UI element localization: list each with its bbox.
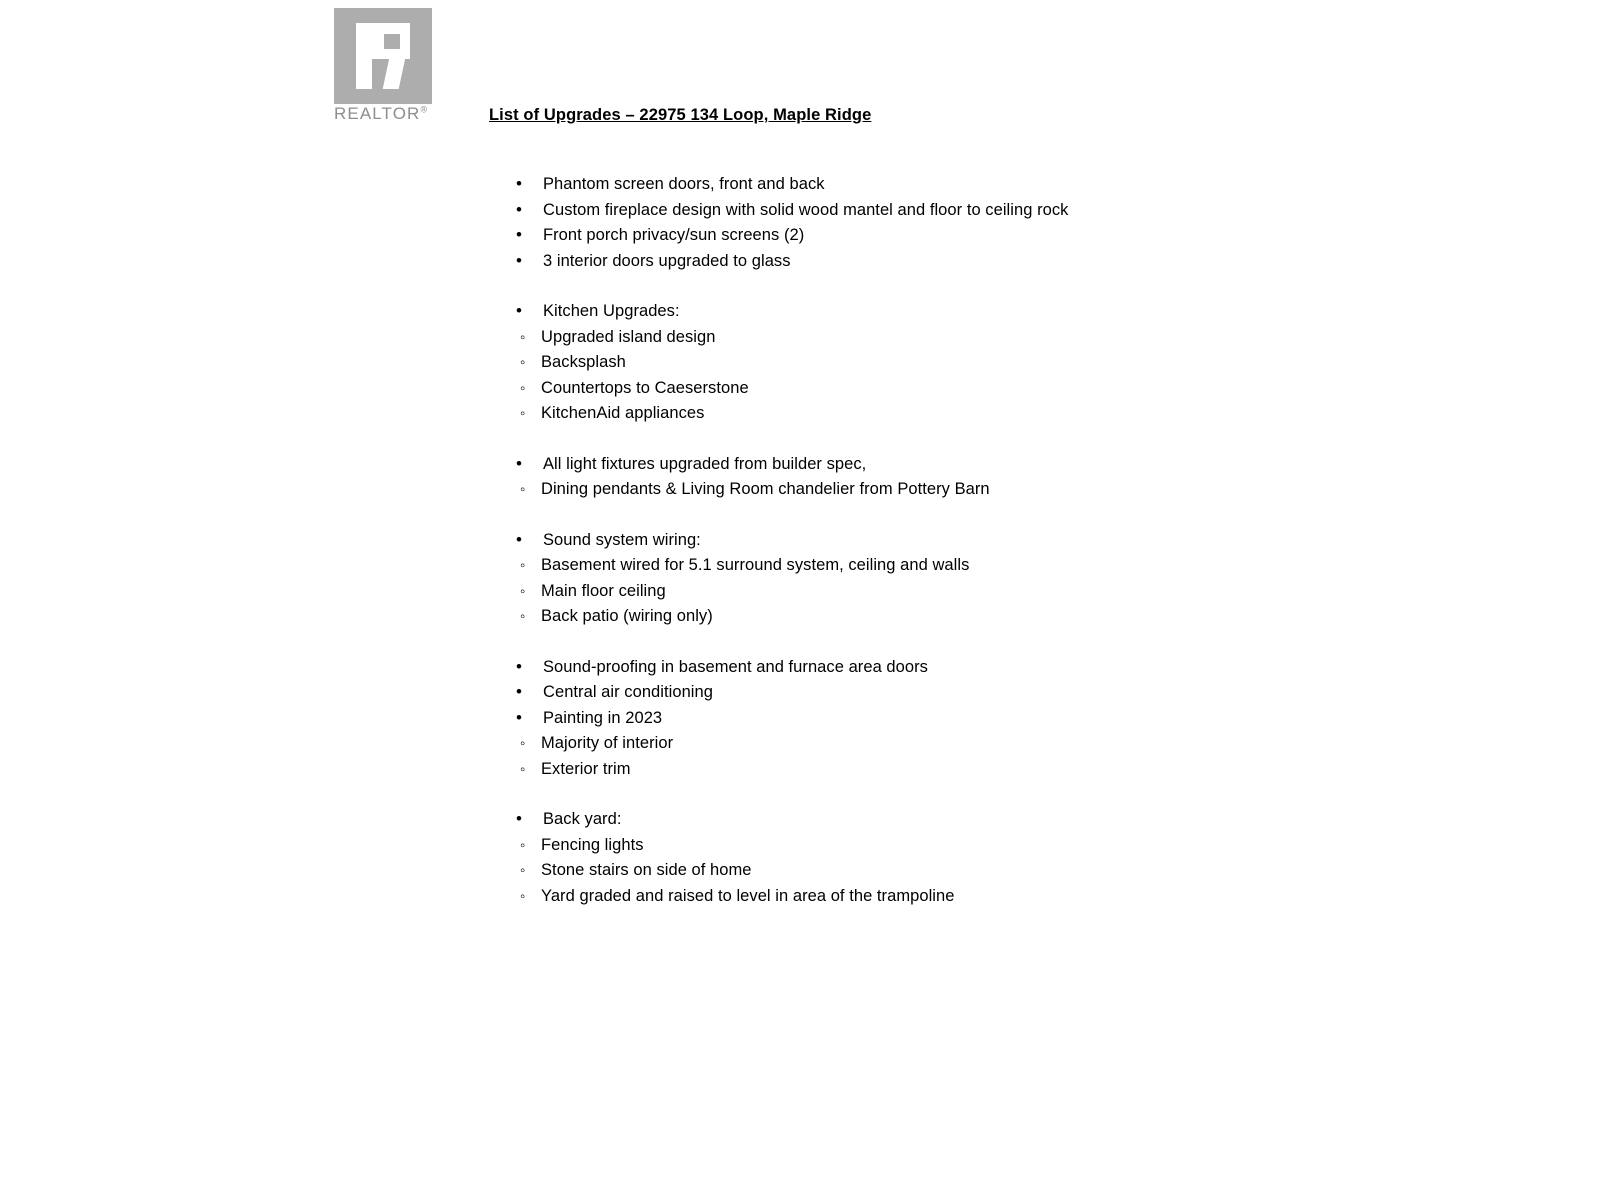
sub-list-item: [489, 553, 1249, 579]
upgrades-group: [489, 528, 1249, 630]
sub-list-item: [489, 833, 1249, 859]
list-item: [489, 299, 1249, 325]
upgrades-list: [489, 172, 1249, 909]
list-item: [489, 655, 1249, 681]
sub-list-item: [489, 401, 1249, 427]
page-title: List of Upgrades – 22975 134 Loop, Maple Ridge: [489, 106, 872, 124]
sub-list-item-label: Dining pendants & Living Room chandelier from Pottery Barn: [541, 480, 990, 498]
sub-list-item-label: Exterior trim: [541, 759, 631, 778]
realtor-wordmark-text: REALTOR: [334, 104, 421, 123]
sub-list-item: [489, 757, 1249, 783]
upgrades-group: [489, 299, 1249, 427]
sub-list: [489, 833, 1249, 910]
logo-letter-r-counter: [384, 34, 400, 49]
list-item-label: Kitchen Upgrades:: [543, 302, 680, 320]
list-item-label: Central air conditioning: [543, 683, 713, 701]
group-spacer: [489, 427, 1249, 452]
list-item: [489, 249, 1249, 275]
sub-list-item-label: Basement wired for 5.1 surround system, ceiling and walls: [541, 556, 970, 574]
logo-letter-r-stem: [356, 23, 372, 89]
sub-list-item: [489, 884, 1249, 910]
registered-trademark-icon: ®: [420, 104, 429, 115]
realtor-wordmark: [334, 104, 434, 124]
logo-letter-r-leg: [383, 58, 406, 89]
sub-list-item-label: Stone stairs on side of home: [541, 861, 752, 879]
sub-list-item: [489, 325, 1249, 351]
list-item: [489, 198, 1249, 224]
sub-list-item-label: Upgraded island design: [541, 327, 716, 346]
list-item-label: Front porch privacy/sun screens (2): [543, 226, 805, 244]
sub-list: [489, 553, 1249, 630]
sub-list-item-label: Backsplash: [541, 353, 626, 371]
list-item: [489, 172, 1249, 198]
realtor-logo-mark: [334, 8, 432, 104]
sub-list-item: [489, 858, 1249, 884]
list-item-label: 3 interior doors upgraded to glass: [543, 251, 791, 270]
sub-list-item: [489, 731, 1249, 757]
sub-list-item-label: Yard graded and raised to level in area of the trampoline: [541, 886, 955, 905]
upgrades-group: [489, 655, 1249, 783]
list-item-label: All light fixtures upgraded from builder spec,: [543, 454, 867, 473]
sub-list-item: [489, 350, 1249, 376]
list-item-label: Sound system wiring:: [543, 530, 701, 549]
list-item: [489, 223, 1249, 249]
list-item: [489, 706, 1249, 732]
group-spacer: [489, 630, 1249, 655]
sub-list-item: [489, 604, 1249, 630]
group-spacer: [489, 274, 1249, 299]
sub-list-item-label: Majority of interior: [541, 734, 674, 752]
list-item: [489, 807, 1249, 833]
sub-list: [489, 731, 1249, 782]
sub-list: [489, 477, 1249, 503]
list-item: [489, 528, 1249, 554]
list-item-label: Painting in 2023: [543, 708, 663, 727]
sub-list-item-label: Countertops to Caeserstone: [541, 378, 749, 397]
upgrades-group: [489, 172, 1249, 274]
document-body: [489, 104, 1249, 909]
list-item-label: Phantom screen doors, front and back: [543, 175, 825, 193]
group-spacer: [489, 782, 1249, 807]
list-item-label: Back yard:: [543, 810, 622, 828]
list-item: [489, 452, 1249, 478]
list-item-label: Custom fireplace design with solid wood mantel and floor to ceiling rock: [543, 200, 1069, 219]
realtor-logo: [334, 8, 434, 130]
sub-list-item-label: Main floor ceiling: [541, 581, 666, 600]
sub-list-item-label: Back patio (wiring only): [541, 607, 713, 625]
sub-list-item-label: KitchenAid appliances: [541, 404, 705, 422]
list-item-label: Sound-proofing in basement and furnace area doors: [543, 657, 928, 676]
sub-list-item: [489, 477, 1249, 503]
sub-list: [489, 325, 1249, 427]
sub-list-item: [489, 376, 1249, 402]
upgrades-group: [489, 452, 1249, 503]
sub-list-item: [489, 579, 1249, 605]
sub-list-item-label: Fencing lights: [541, 835, 644, 854]
upgrades-group: [489, 807, 1249, 909]
list-item: [489, 680, 1249, 706]
group-spacer: [489, 503, 1249, 528]
